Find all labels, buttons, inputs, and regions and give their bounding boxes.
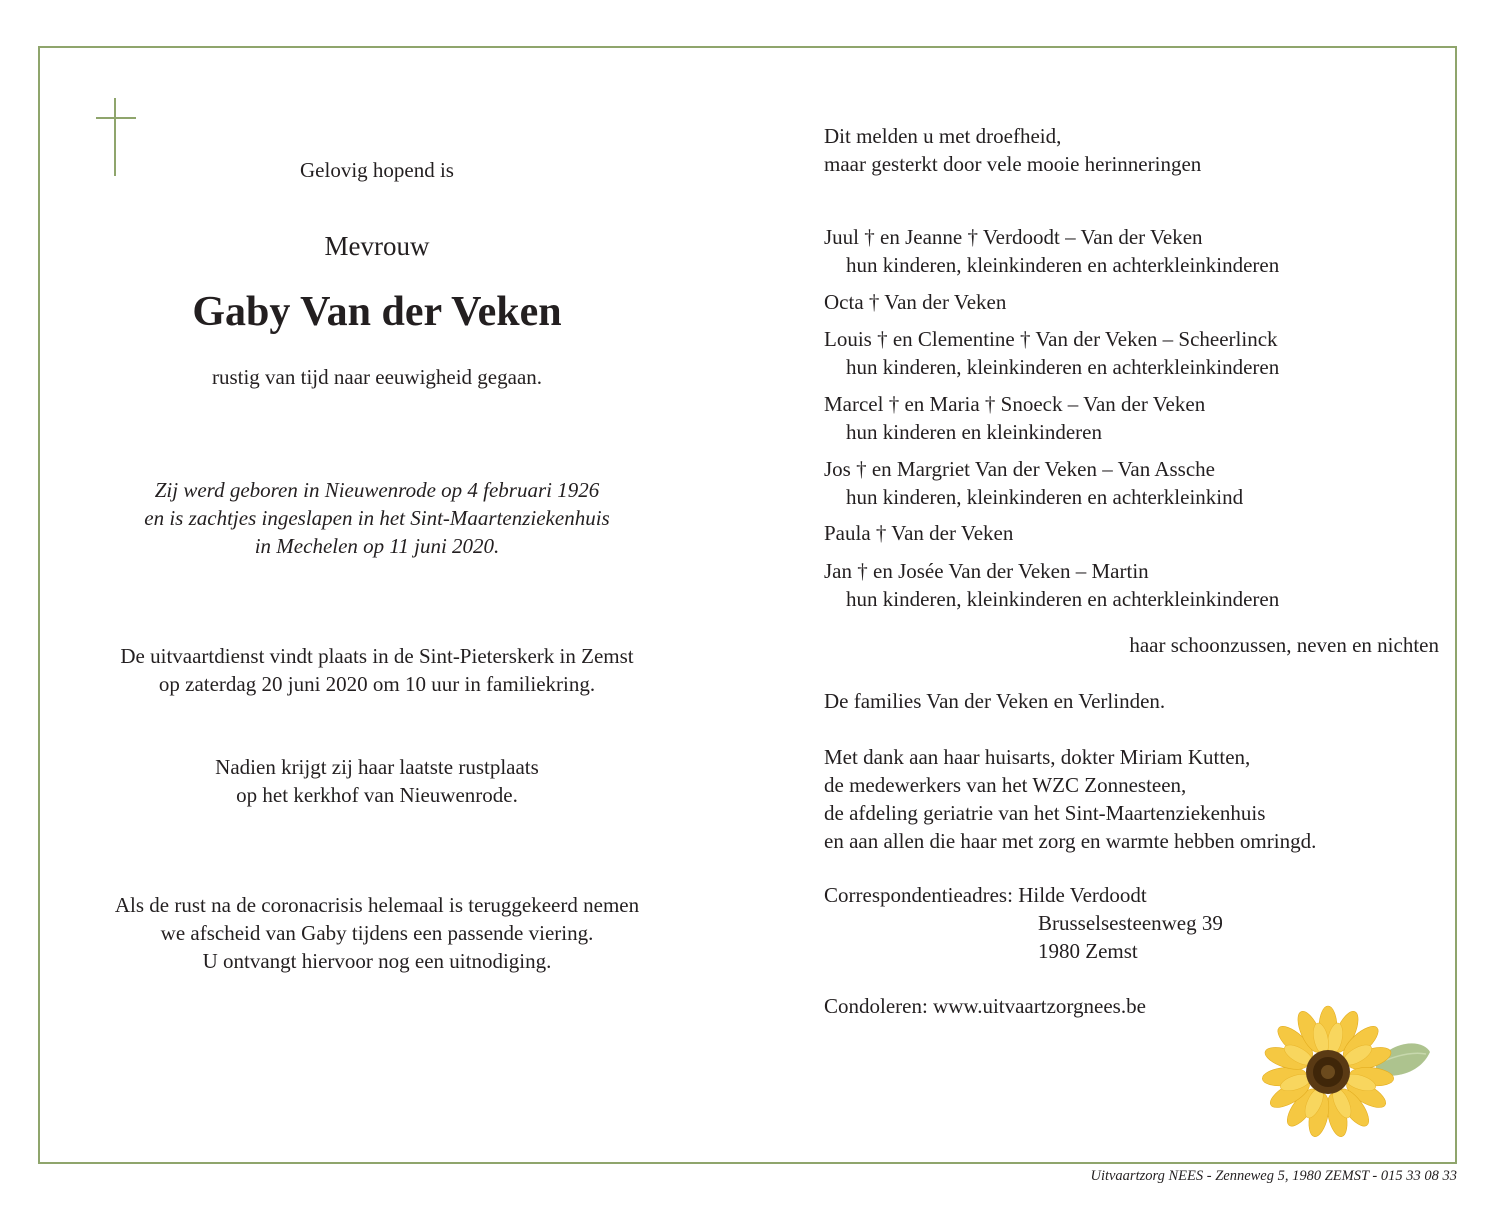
family-name: Louis † en Clementine † Van der Veken – Scheerlinck: [824, 327, 1278, 351]
family-entry: [824, 325, 1279, 381]
family-name: Marcel † en Maria † Snoeck – Van der Veken: [824, 392, 1206, 416]
intro-text: Gelovig hopend is: [300, 158, 454, 182]
family-name: Paula † Van der Veken: [824, 521, 1014, 545]
service-text: [62, 642, 692, 698]
family-name: Jan † en Josée Van der Veken – Martin: [824, 559, 1149, 583]
in-laws-text: haar schoonzussen, neven en nichten: [1129, 633, 1439, 657]
sunflower-image: [1236, 1000, 1436, 1140]
family-name: Juul † en Jeanne † Verdoodt – Van der Veken: [824, 225, 1203, 249]
corona-line: Als de rust na de coronacrisis helemaal is teruggekeerd nemen: [114, 893, 640, 917]
birth-line: Zij werd geboren in Nieuwenrode op 4 februari 1926: [154, 478, 600, 502]
thanks-line: Met dank aan haar huisarts, dokter Miriam Kutten,: [824, 745, 1251, 769]
birth-line: en is zachtjes ingeslapen in het Sint-Maartenziekenhuis: [144, 506, 610, 530]
families-text: De families Van der Veken en Verlinden.: [824, 689, 1166, 713]
family-entry: [824, 288, 1006, 316]
family-entry: [824, 455, 1243, 511]
correspondence-name: Hilde Verdoodt: [1018, 883, 1147, 907]
correspondence-block: [824, 881, 1223, 965]
correspondence-city: 1980 Zemst: [1038, 939, 1138, 963]
family-entry: [824, 223, 1279, 279]
family-descendants: hun kinderen, kleinkinderen en achterkleinkinderen: [846, 253, 1280, 277]
service-line: op zaterdag 20 juni 2020 om 10 uur in familiekring.: [158, 672, 596, 696]
thanks-line: de medewerkers van het WZC Zonnesteen,: [824, 773, 1187, 797]
family-descendants: hun kinderen en kleinkinderen: [846, 420, 1102, 444]
corona-line: we afscheid van Gaby tijdens een passende viering.: [160, 921, 594, 945]
correspondence-street: Brusselsesteenweg 39: [1038, 911, 1223, 935]
family-descendants: hun kinderen, kleinkinderen en achterkleinkind: [846, 485, 1244, 509]
cross-icon-bar: [96, 117, 136, 119]
family-entry: [824, 557, 1279, 613]
correspondence-label: Correspondentieadres:: [824, 883, 1013, 907]
family-descendants: hun kinderen, kleinkinderen en achterkleinkinderen: [846, 587, 1280, 611]
deceased-name: Gaby Van der Veken: [192, 289, 562, 335]
family-entry: [824, 519, 1013, 547]
service-line: De uitvaartdienst vindt plaats in de Sint-Pieterskerk in Zemst: [120, 644, 634, 668]
burial-text: [62, 753, 692, 809]
opening-text: [824, 122, 1201, 178]
sunflower-petals: [1261, 1006, 1394, 1138]
birth-line: in Mechelen op 11 juni 2020.: [254, 534, 500, 558]
thanks-line: de afdeling geriatrie van het Sint-Maartenziekenhuis: [824, 801, 1266, 825]
corona-line: U ontvangt hiervoor nog een uitnodiging.: [202, 949, 552, 973]
burial-line: op het kerkhof van Nieuwenrode.: [236, 783, 518, 807]
honorific: Mevrouw: [324, 231, 430, 261]
thanks-line: en aan allen die haar met zorg en warmte hebben omringd.: [824, 829, 1317, 853]
birth-death-text: [62, 476, 692, 560]
opening-line: Dit melden u met droefheid,: [824, 124, 1062, 148]
family-entry: [824, 390, 1205, 446]
condolences-text: Condoleren: www.uitvaartzorgnees.be: [824, 994, 1146, 1018]
opening-line: maar gesterkt door vele mooie herinneringen: [824, 152, 1202, 176]
corona-text: [62, 891, 692, 975]
subtitle: rustig van tijd naar eeuwigheid gegaan.: [211, 365, 543, 389]
family-descendants: hun kinderen, kleinkinderen en achterkleinkinderen: [846, 355, 1280, 379]
family-name: Jos † en Margriet Van der Veken – Van Assche: [824, 457, 1215, 481]
family-name: Octa † Van der Veken: [824, 290, 1007, 314]
thanks-text: [824, 743, 1316, 855]
funeral-home-footer: Uitvaartzorg NEES - Zenneweg 5, 1980 ZEMST - 015 33 08 33: [1090, 1168, 1457, 1184]
burial-line: Nadien krijgt zij haar laatste rustplaats: [215, 755, 539, 779]
